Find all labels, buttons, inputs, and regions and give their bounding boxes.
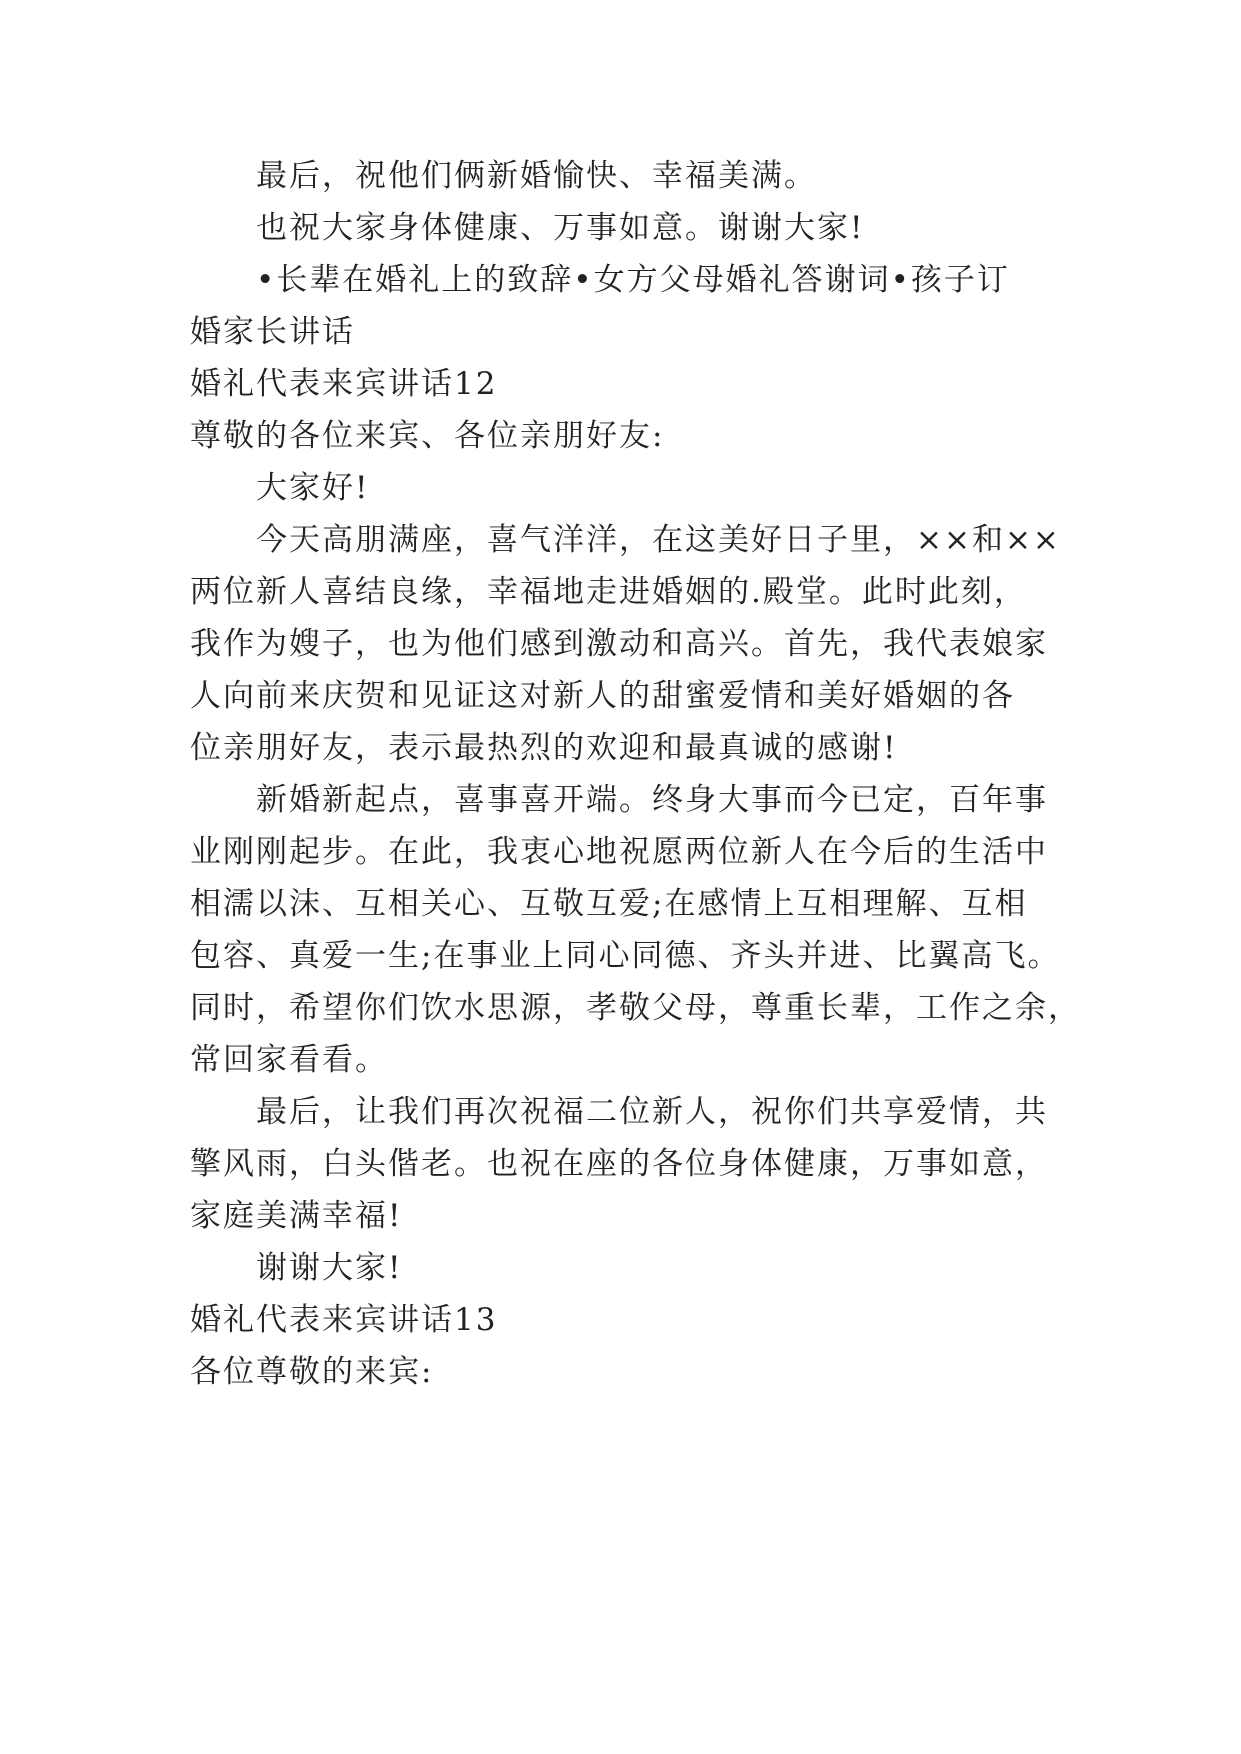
paragraph-line: 家庭美满幸福!: [190, 1198, 403, 1234]
paragraph-line: 两位新人喜结良缘，幸福地走进婚姻的.殿堂。此时此刻，: [190, 574, 1027, 610]
paragraph-line: 常回家看看。: [190, 1042, 388, 1078]
paragraph-line: 同时，希望你们饮水思源，孝敬父母，尊重长辈，工作之余，: [190, 990, 1081, 1026]
paragraph-line: 业刚刚起步。在此，我衷心地祝愿两位新人在今后的生活中: [190, 834, 1048, 870]
section-heading: 婚礼代表来宾讲话13: [190, 1302, 498, 1338]
paragraph-line: 包容、真爱一生;在事业上同心同德、齐头并进、比翼高飞。: [190, 938, 1061, 974]
greeting: 大家好!: [256, 470, 370, 506]
paragraph-line: 婚家长讲话: [190, 314, 355, 350]
paragraph-line: 相濡以沫、互相关心、互敬互爱;在感情上互相理解、互相: [190, 886, 1028, 922]
paragraph-line: 今天高朋满座，喜气洋洋，在这美好日子里，××和××: [256, 522, 1061, 558]
paragraph-line: 位亲朋好友，表示最热烈的欢迎和最真诚的感谢!: [190, 730, 898, 766]
paragraph-line: 也祝大家身体健康、万事如意。谢谢大家!: [256, 210, 865, 246]
paragraph-line: 我作为嫂子，也为他们感到激动和高兴。首先，我代表娘家: [190, 626, 1048, 662]
paragraph-line: 擎风雨，白头偕老。也祝在座的各位身体健康，万事如意，: [190, 1146, 1048, 1182]
closing-line: 谢谢大家!: [256, 1250, 403, 1286]
paragraph-line: •长辈在婚礼上的致辞•女方父母婚礼答谢词•孩子订: [256, 262, 1010, 298]
paragraph-line: 新婚新起点，喜事喜开端。终身大事而今已定，百年事: [256, 782, 1048, 818]
section-heading: 婚礼代表来宾讲话12: [190, 366, 498, 402]
paragraph-line: 最后，祝他们俩新婚愉快、幸福美满。: [256, 158, 817, 194]
paragraph-line: 最后，让我们再次祝福二位新人，祝你们共享爱情，共: [256, 1094, 1048, 1130]
salutation: 各位尊敬的来宾:: [190, 1354, 434, 1390]
paragraph-line: 人向前来庆贺和见证这对新人的甜蜜爱情和美好婚姻的各: [190, 678, 1015, 714]
salutation: 尊敬的各位来宾、各位亲朋好友:: [190, 418, 665, 454]
